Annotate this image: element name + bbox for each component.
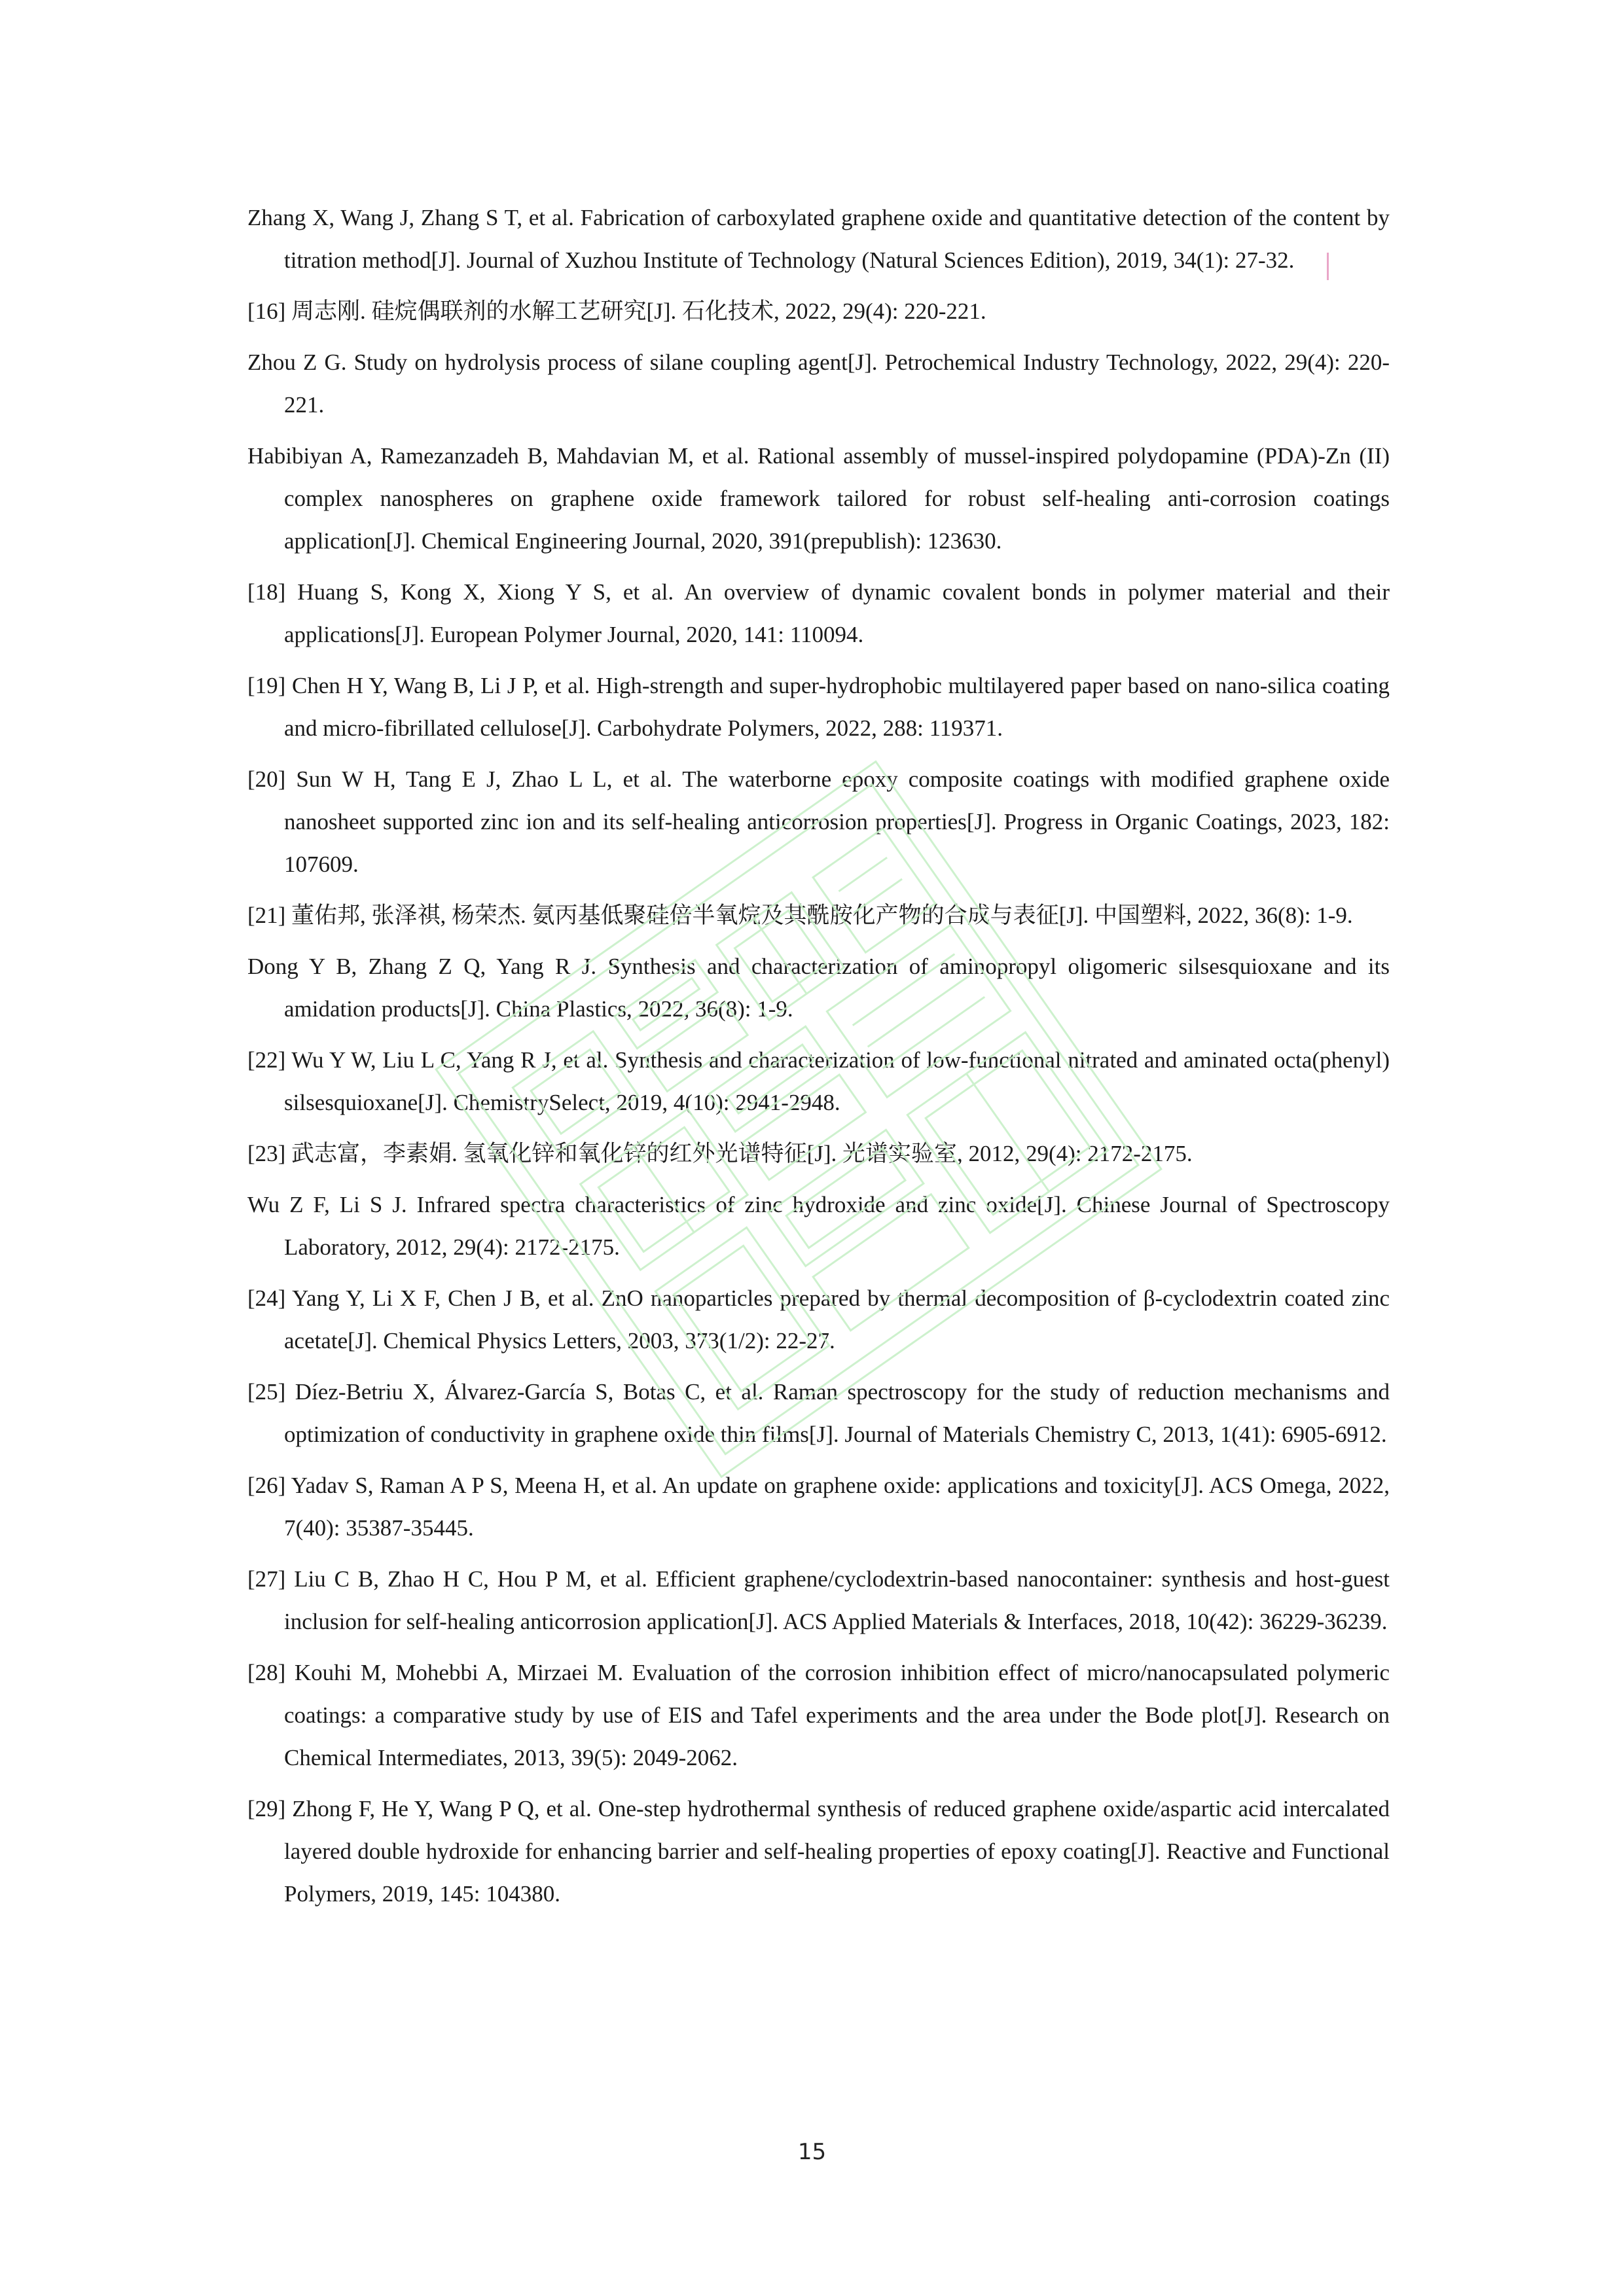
reference-item: Wu Z F, Li S J. Infrared spectra characteristics of zinc hydroxide and zinc oxide[J]. Chinese Journal of Spectroscopy Laboratory, 2012, 29(4): 2172-2175. — [247, 1192, 1390, 1260]
reference-item: [26] Yadav S, Raman A P S, Meena H, et al. An update on graphene oxide: applications and toxicity[J]. ACS Omega, 2022, 7(40): 35387-35445. — [247, 1473, 1390, 1541]
reference-item: Habibiyan A, Ramezanzadeh B, Mahdavian M, et al. Rational assembly of mussel-inspired polydopamine (PDA)-Zn (II) complex nanospheres on graphene oxide framework tailored for robust self-healing anti-corrosion coatings application[J]. Chemical Engineering Journal, 2020, 391(prepublish): 123630. — [247, 443, 1390, 554]
reference-item: [16] 周志刚. 硅烷偶联剂的水解工艺研究[J]. 石化技术, 2022, 29(4): 220-221. — [247, 298, 986, 324]
cursor-mark — [1327, 253, 1329, 280]
reference-item: [25] Díez-Betriu X, Álvarez-García S, Botas C, et al. Raman spectroscopy for the study of reduction mechanisms and optimization of conductivity in graphene oxide thin films[J]. Journal of Materials Chemistry C, 2013, 1(41): 6905-6912. — [247, 1379, 1390, 1447]
reference-item: [19] Chen H Y, Wang B, Li J P, et al. High-strength and super-hydrophobic multilayered paper based on nano-silica coating and micro-fibrillated cellulose[J]. Carbohydrate Polymers, 2022, 288: 119371. — [247, 673, 1390, 741]
reference-item: Dong Y B, Zhang Z Q, Yang R J. Synthesis and characterization of aminopropyl oligomeric silsesquioxane and its amidation products[J]. China Plastics, 2022, 36(8): 1-9. — [247, 954, 1390, 1022]
reference-item: [20] Sun W H, Tang E J, Zhao L L, et al. The waterborne epoxy composite coatings with modified graphene oxide nanosheet supported zinc ion and its self-healing anticorrosion properties[J]. Progress in Organic Coatings, 2023, 182: 107609. — [247, 766, 1390, 877]
reference-item: [18] Huang S, Kong X, Xiong Y S, et al. An overview of dynamic covalent bonds in polymer material and their applications[J]. European Polymer Journal, 2020, 141: 110094. — [247, 579, 1390, 647]
reference-item: Zhang X, Wang J, Zhang S T, et al. Fabrication of carboxylated graphene oxide and quantitative detection of the content by titration method[J]. Journal of Xuzhou Institute of Technology (Natural Sciences Edition), 2019, 34(1): 27-32. — [247, 205, 1390, 273]
reference-list — [247, 196, 1390, 1924]
reference-item: [23] 武志富，李素娟. 氢氧化锌和氧化锌的红外光谱特征[J]. 光谱实验室, 2012, 29(4): 2172-2175. — [247, 1141, 1193, 1166]
reference-item: [22] Wu Y W, Liu L C, Yang R J, et al. Synthesis and characterization of low-functional nitrated and aminated octa(phenyl) silsesquioxane[J]. ChemistrySelect, 2019, 4(10): 2941-2948. — [247, 1047, 1390, 1115]
page-number: 15 — [797, 2139, 827, 2165]
reference-item: [27] Liu C B, Zhao H C, Hou P M, et al. Efficient graphene/cyclodextrin-based nanocontainer: synthesis and host-guest inclusion for self-healing anticorrosion application[J]. ACS Applied Materials & Interfaces, 2018, 10(42): 36229-36239. — [247, 1566, 1390, 1634]
reference-item: [24] Yang Y, Li X F, Chen J B, et al. ZnO nanoparticles prepared by thermal decomposition of β-cyclodextrin coated zinc acetate[J]. Chemical Physics Letters, 2003, 373(1/2): 22-27. — [247, 1285, 1390, 1354]
reference-item: Zhou Z G. Study on hydrolysis process of silane coupling agent[J]. Petrochemical Industry Technology, 2022, 29(4): 220-221. — [247, 350, 1390, 418]
reference-item: [28] Kouhi M, Mohebbi A, Mirzaei M. Evaluation of the corrosion inhibition effect of micro/nanocapsulated polymeric coatings: a comparative study by use of EIS and Tafel experiments and the area under the Bode plot[J]. Research on Chemical Intermediates, 2013, 39(5): 2049-2062. — [247, 1660, 1390, 1770]
reference-item: [29] Zhong F, He Y, Wang P Q, et al. One-step hydrothermal synthesis of reduced graphene oxide/aspartic acid intercalated layered double hydroxide for enhancing barrier and self-healing properties of epoxy coating[J]. Reactive and Functional Polymers, 2019, 145: 104380. — [247, 1796, 1390, 1907]
reference-item: [21] 董佑邦, 张泽祺, 杨荣杰. 氨丙基低聚硅倍半氧烷及其酰胺化产物的合成与表征[J]. 中国塑料, 2022, 36(8): 1-9. — [247, 903, 1353, 928]
